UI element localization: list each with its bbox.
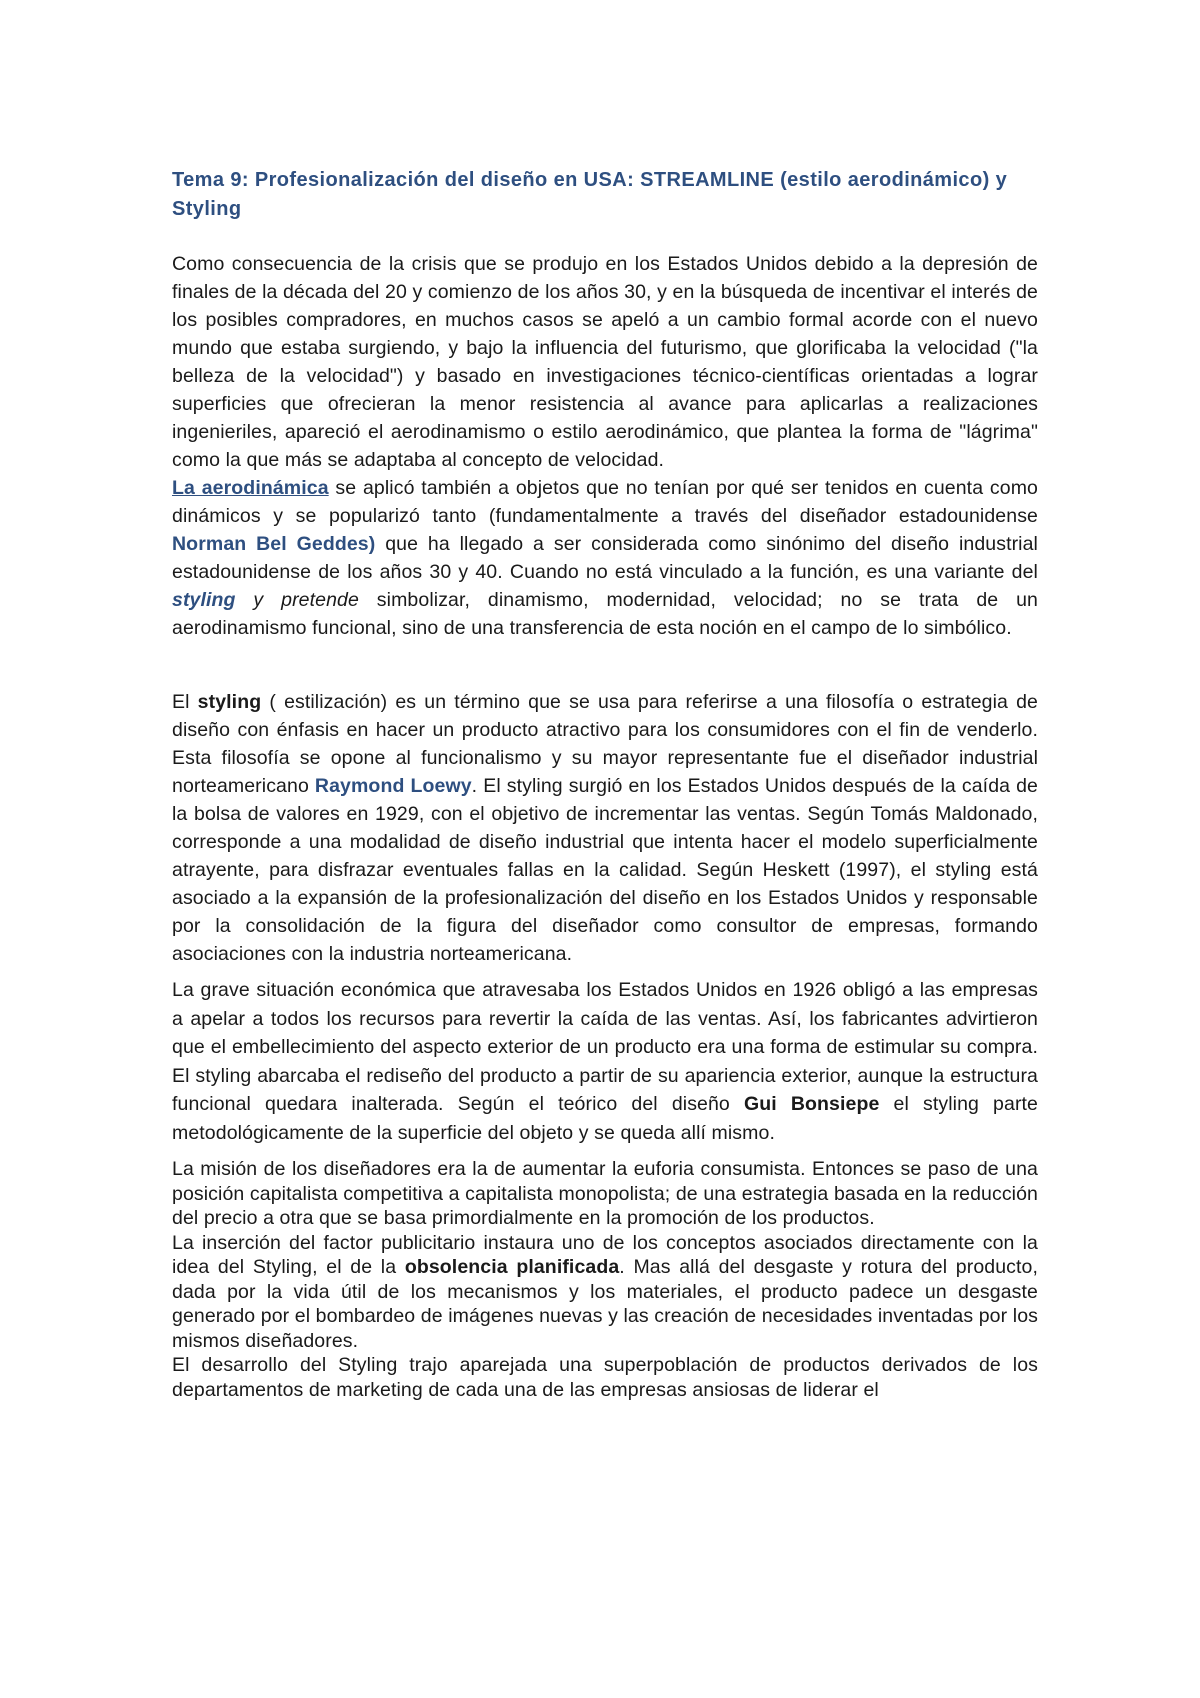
styling-term: styling: [197, 691, 262, 713]
paragraph-text: . El styling surgió en los Estados Unidos después de la caída de la bolsa de valores en 1929, con el objetivo de incrementar las ventas. Según Tomás Maldonado, corresponde a una modalidad de diseño industrial que intenta hacer el modelo superficialmente atrayente, para disfrazar eventuales fallas en la calidad. Según Heskett (1997), el styling está asociado a la expansión de la profesionalización del diseño en los Estados Unidos y responsable por la consolidación de la figura del diseñador como consultor de empresas, formando asociaciones con la industria norteamericana.: [172, 775, 1038, 965]
designer-name-norman-bel-geddes: Norman Bel Geddes): [172, 533, 376, 555]
aerodinamica-link[interactable]: La aerodinámica: [172, 477, 329, 499]
emphasis-text: y pretende: [235, 589, 359, 611]
paragraph-economic-situation: [172, 976, 1038, 1147]
document-body: [172, 166, 1038, 1402]
paragraph-text: ( estilización) es un término que se usa para referirse a una filosofía o estrategia de diseño con énfasis en hacer un producto atractivo para los consumidores con el fin de venderlo. Esta filosofía se opone al funcionalismo y su mayor representante fue el diseñador industrial norteamericano: [172, 691, 1038, 797]
paragraph-streamline-origin: Como consecuencia de la crisis que se produjo en los Estados Unidos debido a la depresión de finales de la década del 20 y comienzo de los años 30, y en la búsqueda de incentivar el interés de los posibles compradores, en muchos casos se apeló a un cambio formal acorde con el nuevo mundo que estaba surgiendo, y bajo la influencia del futurismo, que glorificaba la velocidad ("la belleza de la velocidad") y basado en investigaciones técnico-científicas orientadas a lograr superficies que ofrecieran la menor resistencia al avance para aplicarlas a realizaciones ingenieriles, apareció el aerodinamismo o estilo aerodinámico, que plantea la forma de "lágrima" como la que más se adaptaba al concepto de velocidad.: [172, 253, 1038, 471]
obsolescence-term: obsolencia planificada: [404, 1256, 620, 1278]
paragraph-text: simbolizar, dinamismo, modernidad, velocidad; no se trata de un aerodinamismo funcional, sino de una transferencia de esta noción en el campo de lo simbólico.: [172, 589, 1038, 639]
paragraph-styling-definition: [172, 688, 1038, 968]
paragraph-aerodinamica: [172, 474, 1038, 642]
paragraph-text: El: [172, 691, 198, 713]
paragraph-text: el styling parte metodológicamente de la superficie del objeto y se queda allí mismo.: [172, 1093, 1038, 1144]
paragraph-text: se aplicó también a objetos que no tenían por qué ser tenidos en cuenta como dinámicos y se popularizó tanto (fundamentalmente a través del diseñador estadounidense: [172, 477, 1038, 527]
paragraph-text: . Mas allá del desgaste y rotura del producto, dada por la vida útil de los mecanismos y los materiales, el producto padece un desgaste generado por el bombardeo de imágenes nuevas y las creación de necesidades inventadas por los mismos diseñadores.: [172, 1256, 1039, 1352]
paragraph-designers-mission: La misión de los diseñadores era la de aumentar la euforia consumista. Entonces se paso de una posición capitalista competitiva a capitalista monopolista; de una estrategia basada en la reducción del precio a otra que se basa primordialmente en la promoción de los productos.: [172, 1158, 1038, 1229]
designer-name-raymond-loewy: Raymond Loewy: [314, 775, 472, 797]
theorist-name-gui-bonsiepe: Gui Bonsiepe: [743, 1093, 880, 1115]
paragraph-planned-obsolescence: [172, 1231, 1038, 1354]
paragraph-text: La inserción del factor publicitario instaura uno de los conceptos asociados directamente con la idea del Styling, el de la: [172, 1231, 1038, 1278]
styling-term: styling: [172, 589, 236, 611]
document-title: Tema 9: Profesionalización del diseño en USA: STREAMLINE (estilo aerodinámico) y Styling: [172, 169, 1008, 220]
paragraph-text: que ha llegado a ser considerada como sinónimo del diseño industrial estadounidense de los años 30 y 40. Cuando no está vinculado a la función, es una variante del: [172, 533, 1038, 583]
paragraph-styling-development: El desarrollo del Styling trajo aparejada una superpoblación de productos derivados de los departamentos de marketing de cada una de las empresas ansiosas de liderar el: [172, 1354, 1038, 1401]
paragraph-text: La grave situación económica que atravesaba los Estados Unidos en 1926 obligó a las empresas a apelar a todos los recursos para revertir la caída de las ventas. Así, los fabricantes advirtieron que el embellecimiento del aspecto exterior de un producto era una forma de estimular su compra. El styling abarcaba el rediseño del producto a partir de su apariencia exterior, aunque la estructura funcional quedara inalterada. Según el teórico del diseño: [172, 979, 1038, 1115]
